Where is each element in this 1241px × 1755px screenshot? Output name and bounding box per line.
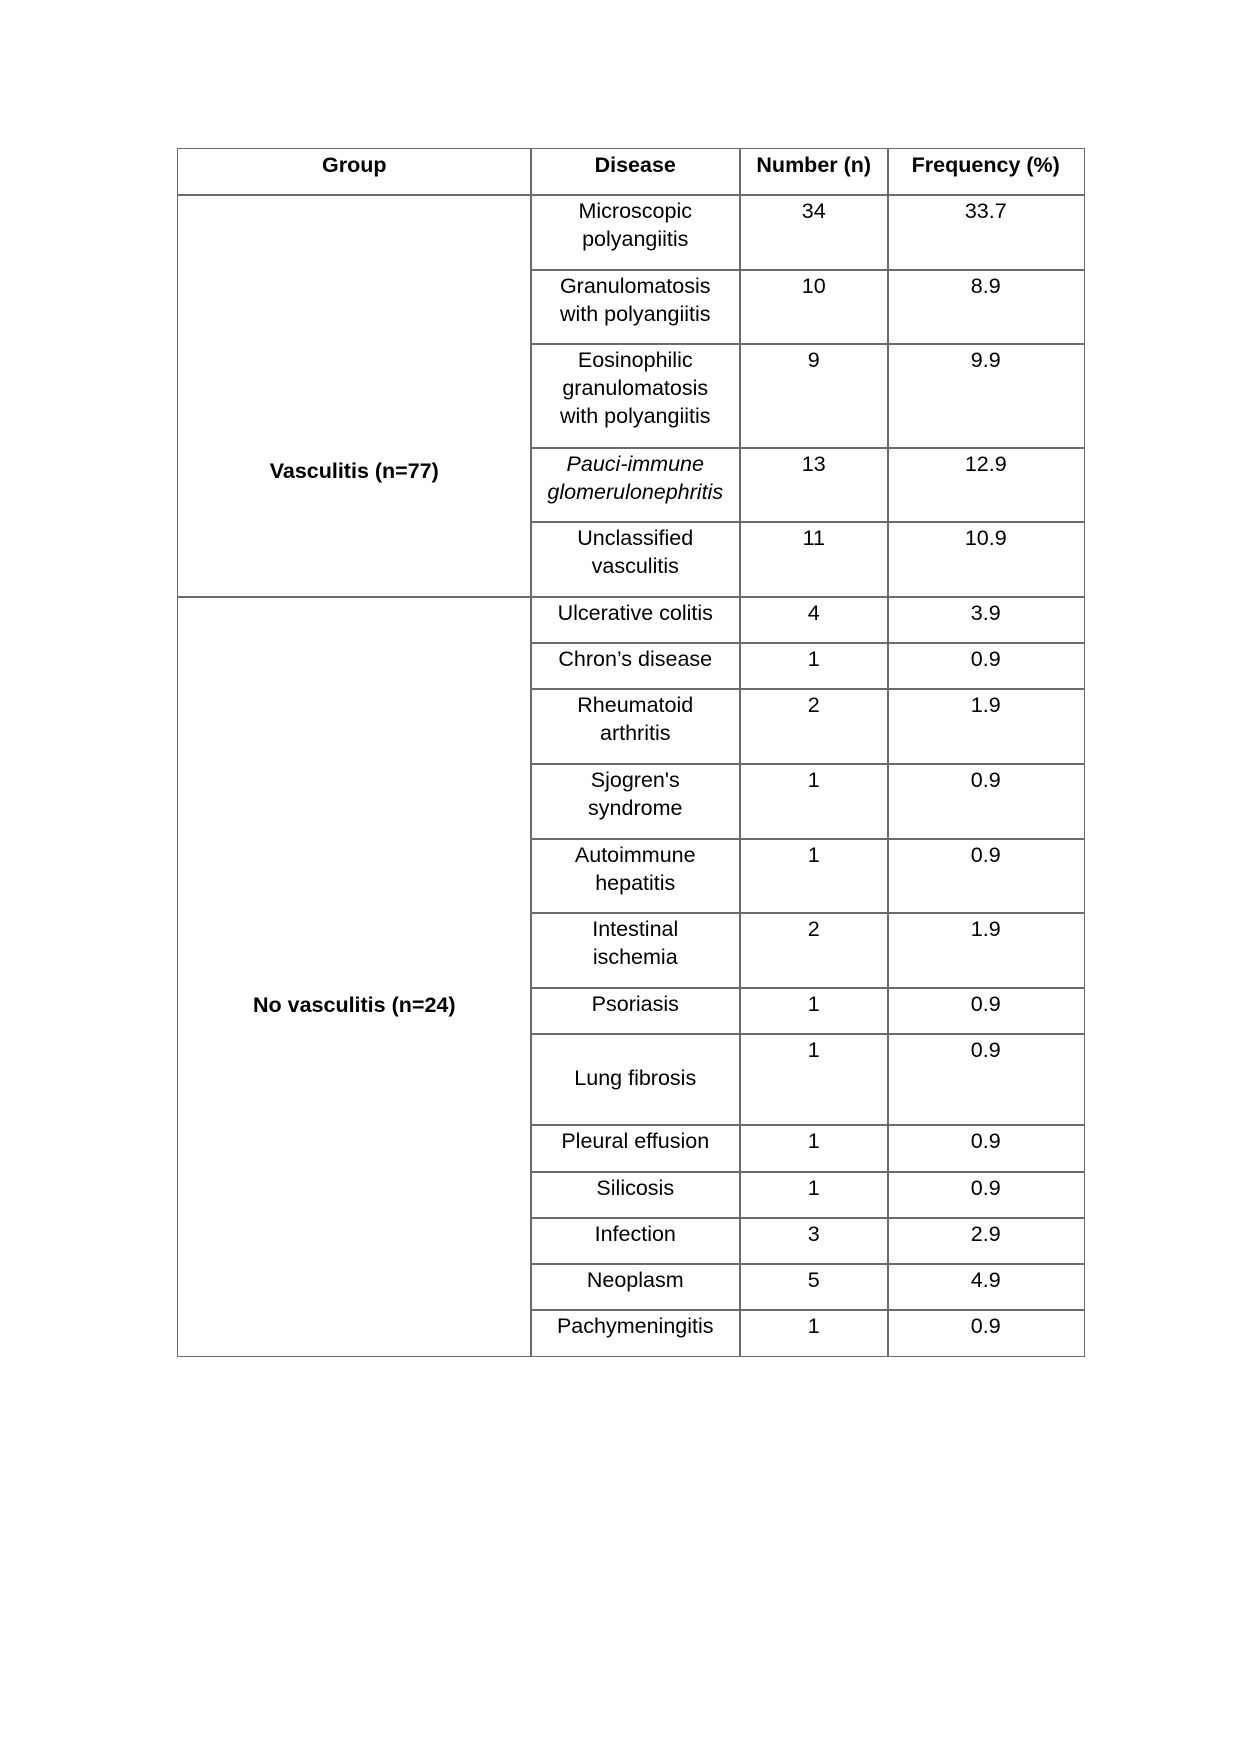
frequency-cell: 0.9	[887, 1033, 1085, 1126]
group-cell	[177, 194, 532, 598]
disease-cell: Pachymeningitis	[530, 1309, 741, 1357]
number-cell: 10	[739, 269, 889, 345]
number-cell: 1	[739, 987, 889, 1035]
number-cell: 1	[739, 1124, 889, 1173]
disease-cell: Silicosis	[530, 1171, 741, 1219]
header-disease: Disease	[530, 148, 741, 196]
disease-cell: Intestinal ischemia	[530, 912, 741, 989]
number-cell: 2	[739, 688, 889, 765]
group-label: No vasculitis (n=24)	[252, 993, 456, 1017]
number-cell: 1	[739, 838, 889, 914]
frequency-cell: 0.9	[887, 838, 1085, 914]
disease-cell: Neoplasm	[530, 1263, 741, 1311]
disease-cell: Microscopic polyangiitis	[530, 194, 741, 271]
number-cell: 1	[739, 1171, 889, 1219]
number-cell: 1	[739, 763, 889, 840]
disease-cell: Sjogren's syndrome	[530, 763, 741, 840]
disease-cell: Psoriasis	[530, 987, 741, 1035]
frequency-cell: 3.9	[887, 596, 1085, 644]
frequency-cell: 8.9	[887, 269, 1085, 345]
number-cell: 4	[739, 596, 889, 644]
frequency-cell: 33.7	[887, 194, 1085, 271]
frequency-cell: 0.9	[887, 1309, 1085, 1357]
header-number: Number (n)	[739, 148, 889, 196]
number-cell: 9	[739, 343, 889, 449]
disease-cell: Unclassified vasculitis	[530, 521, 741, 598]
frequency-cell: 9.9	[887, 343, 1085, 449]
group-label: Vasculitis (n=77)	[269, 459, 439, 483]
frequency-cell: 0.9	[887, 1124, 1085, 1173]
disease-cell: Rheumatoid arthritis	[530, 688, 741, 765]
frequency-cell: 0.9	[887, 763, 1085, 840]
header-frequency: Frequency (%)	[887, 148, 1085, 196]
disease-cell: Infection	[530, 1217, 741, 1265]
frequency-cell: 2.9	[887, 1217, 1085, 1265]
disease-cell: Pauci-immune glomerulonephritis	[530, 447, 741, 523]
disease-cell: Pleural effusion	[530, 1124, 741, 1173]
disease-cell: Autoimmune hepatitis	[530, 838, 741, 914]
number-cell: 1	[739, 1033, 889, 1126]
disease-cell: Lung fibrosis	[530, 1033, 741, 1126]
disease-cell: Granulomatosis with polyangiitis	[530, 269, 741, 345]
number-cell: 5	[739, 1263, 889, 1311]
group-cell	[177, 596, 532, 1357]
frequency-cell: 1.9	[887, 912, 1085, 989]
frequency-cell: 4.9	[887, 1263, 1085, 1311]
disease-cell: Eosinophilic granulomatosis with polyangiitis	[530, 343, 741, 449]
frequency-cell: 10.9	[887, 521, 1085, 598]
number-cell: 1	[739, 642, 889, 690]
number-cell: 34	[739, 194, 889, 271]
number-cell: 1	[739, 1309, 889, 1357]
frequency-cell: 0.9	[887, 642, 1085, 690]
number-cell: 13	[739, 447, 889, 523]
disease-cell: Ulcerative colitis	[530, 596, 741, 644]
frequency-cell: 12.9	[887, 447, 1085, 523]
number-cell: 2	[739, 912, 889, 989]
number-cell: 3	[739, 1217, 889, 1265]
frequency-cell: 0.9	[887, 987, 1085, 1035]
frequency-cell: 0.9	[887, 1171, 1085, 1219]
frequency-cell: 1.9	[887, 688, 1085, 765]
disease-cell: Chron’s disease	[530, 642, 741, 690]
number-cell: 11	[739, 521, 889, 598]
header-group: Group	[177, 148, 532, 196]
